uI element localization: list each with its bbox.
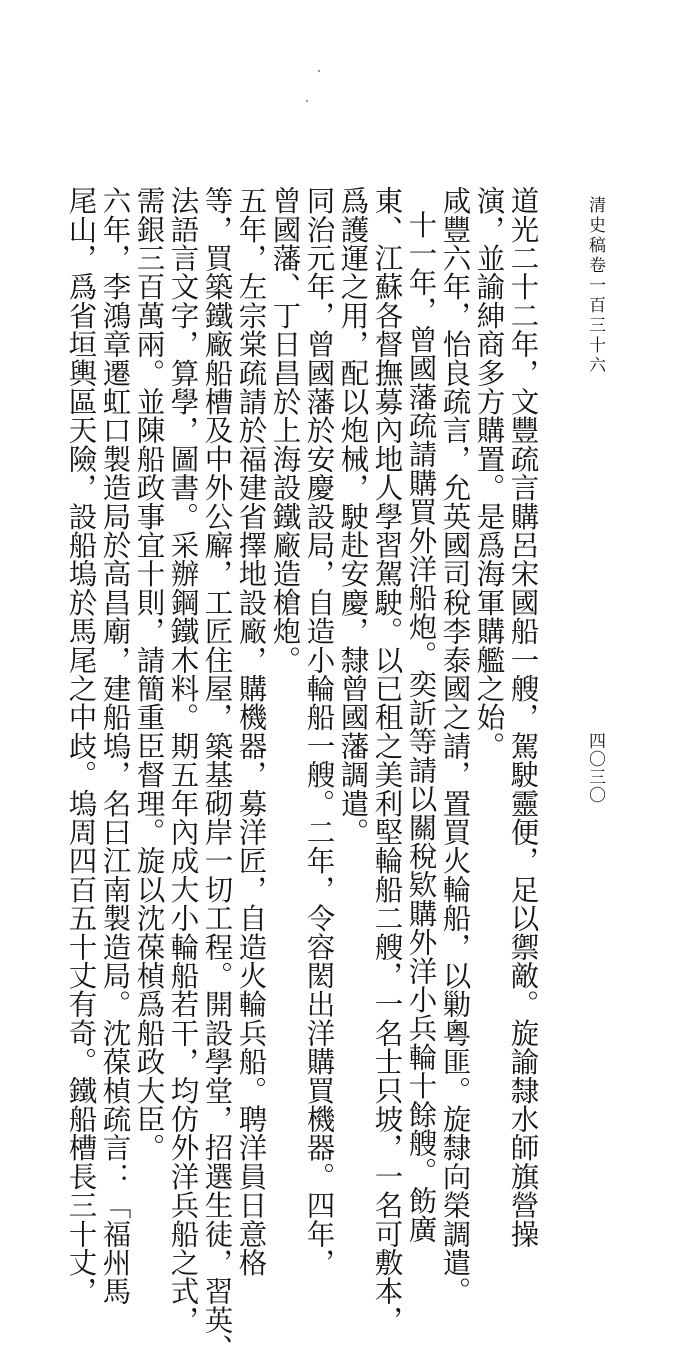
text-column: 東、江蘇各督撫募內地人學習駕駛。以已租之美利堅輪船二艘，一名士只坡，一名可敷本， bbox=[370, 186, 404, 1334]
text-column: 五年，左宗棠疏請於福建省擇地設廠，購機器，募洋匠，自造火輪兵船。聘洋員日意格 bbox=[234, 186, 268, 1277]
text-column: 曾國藩、丁日昌於上海設鐵廠造槍炮。 bbox=[268, 186, 302, 674]
book-title: 清史稿卷一百三十六 bbox=[585, 196, 605, 376]
text-column: 道光二十二年，文豐疏言購呂宋國船一艘，駕駛靈便，足以禦敵。旋諭隸水師旗營操 bbox=[506, 186, 540, 1248]
text-column: 法語言文字，算學，圖書。采辦鋼鐵木料。期五年內成大小輪船若干，均仿外洋兵船之式， bbox=[166, 186, 200, 1334]
text-column: 需銀三百萬兩。並陳船政事宜十則，請簡重臣督理。旋以沈葆楨爲船政大臣。 bbox=[132, 186, 166, 1162]
paper-speck bbox=[306, 100, 308, 102]
text-column: 等，買築鐵廠船槽及中外公廨，工匠住屋，築基砌岸一切工程。開設學堂，招選生徒，習英、 bbox=[200, 186, 234, 1363]
text-column: 十一年，曾國藩疏請購買外洋船炮。奕訢等請以關稅欵購外洋小兵輪十餘艘。飭廣 bbox=[404, 210, 438, 1244]
text-column: 同治元年，曾國藩於安慶設局，自造小輪船一艘。二年，令容閎出洋購買機器。四年， bbox=[302, 186, 336, 1277]
text-column: 爲護運之用，配以炮械，駛赴安慶，隸曾國藩調遣。 bbox=[336, 186, 370, 847]
text-column: 咸豐六年，怡良疏言，允英國司稅李泰國之請，置買火輪船，以勦粵匪。旋隸向榮調遣。 bbox=[438, 186, 472, 1306]
page-number: 四〇三〇 bbox=[585, 732, 605, 804]
paper-speck bbox=[318, 70, 320, 72]
text-column: 六年，李鴻章遷虹口製造局於高昌廟，建船塢，名曰江南製造局。沈葆楨疏言：「福州馬 bbox=[98, 186, 132, 1306]
text-column: 演，並諭紳商多方購置。是爲海軍購艦之始。 bbox=[472, 186, 506, 760]
text-column: 尾山，爲省垣輿區天險，設船塢於馬尾之中歧。塢周四百五十丈有奇。鐵船槽長三十丈， bbox=[64, 186, 98, 1306]
